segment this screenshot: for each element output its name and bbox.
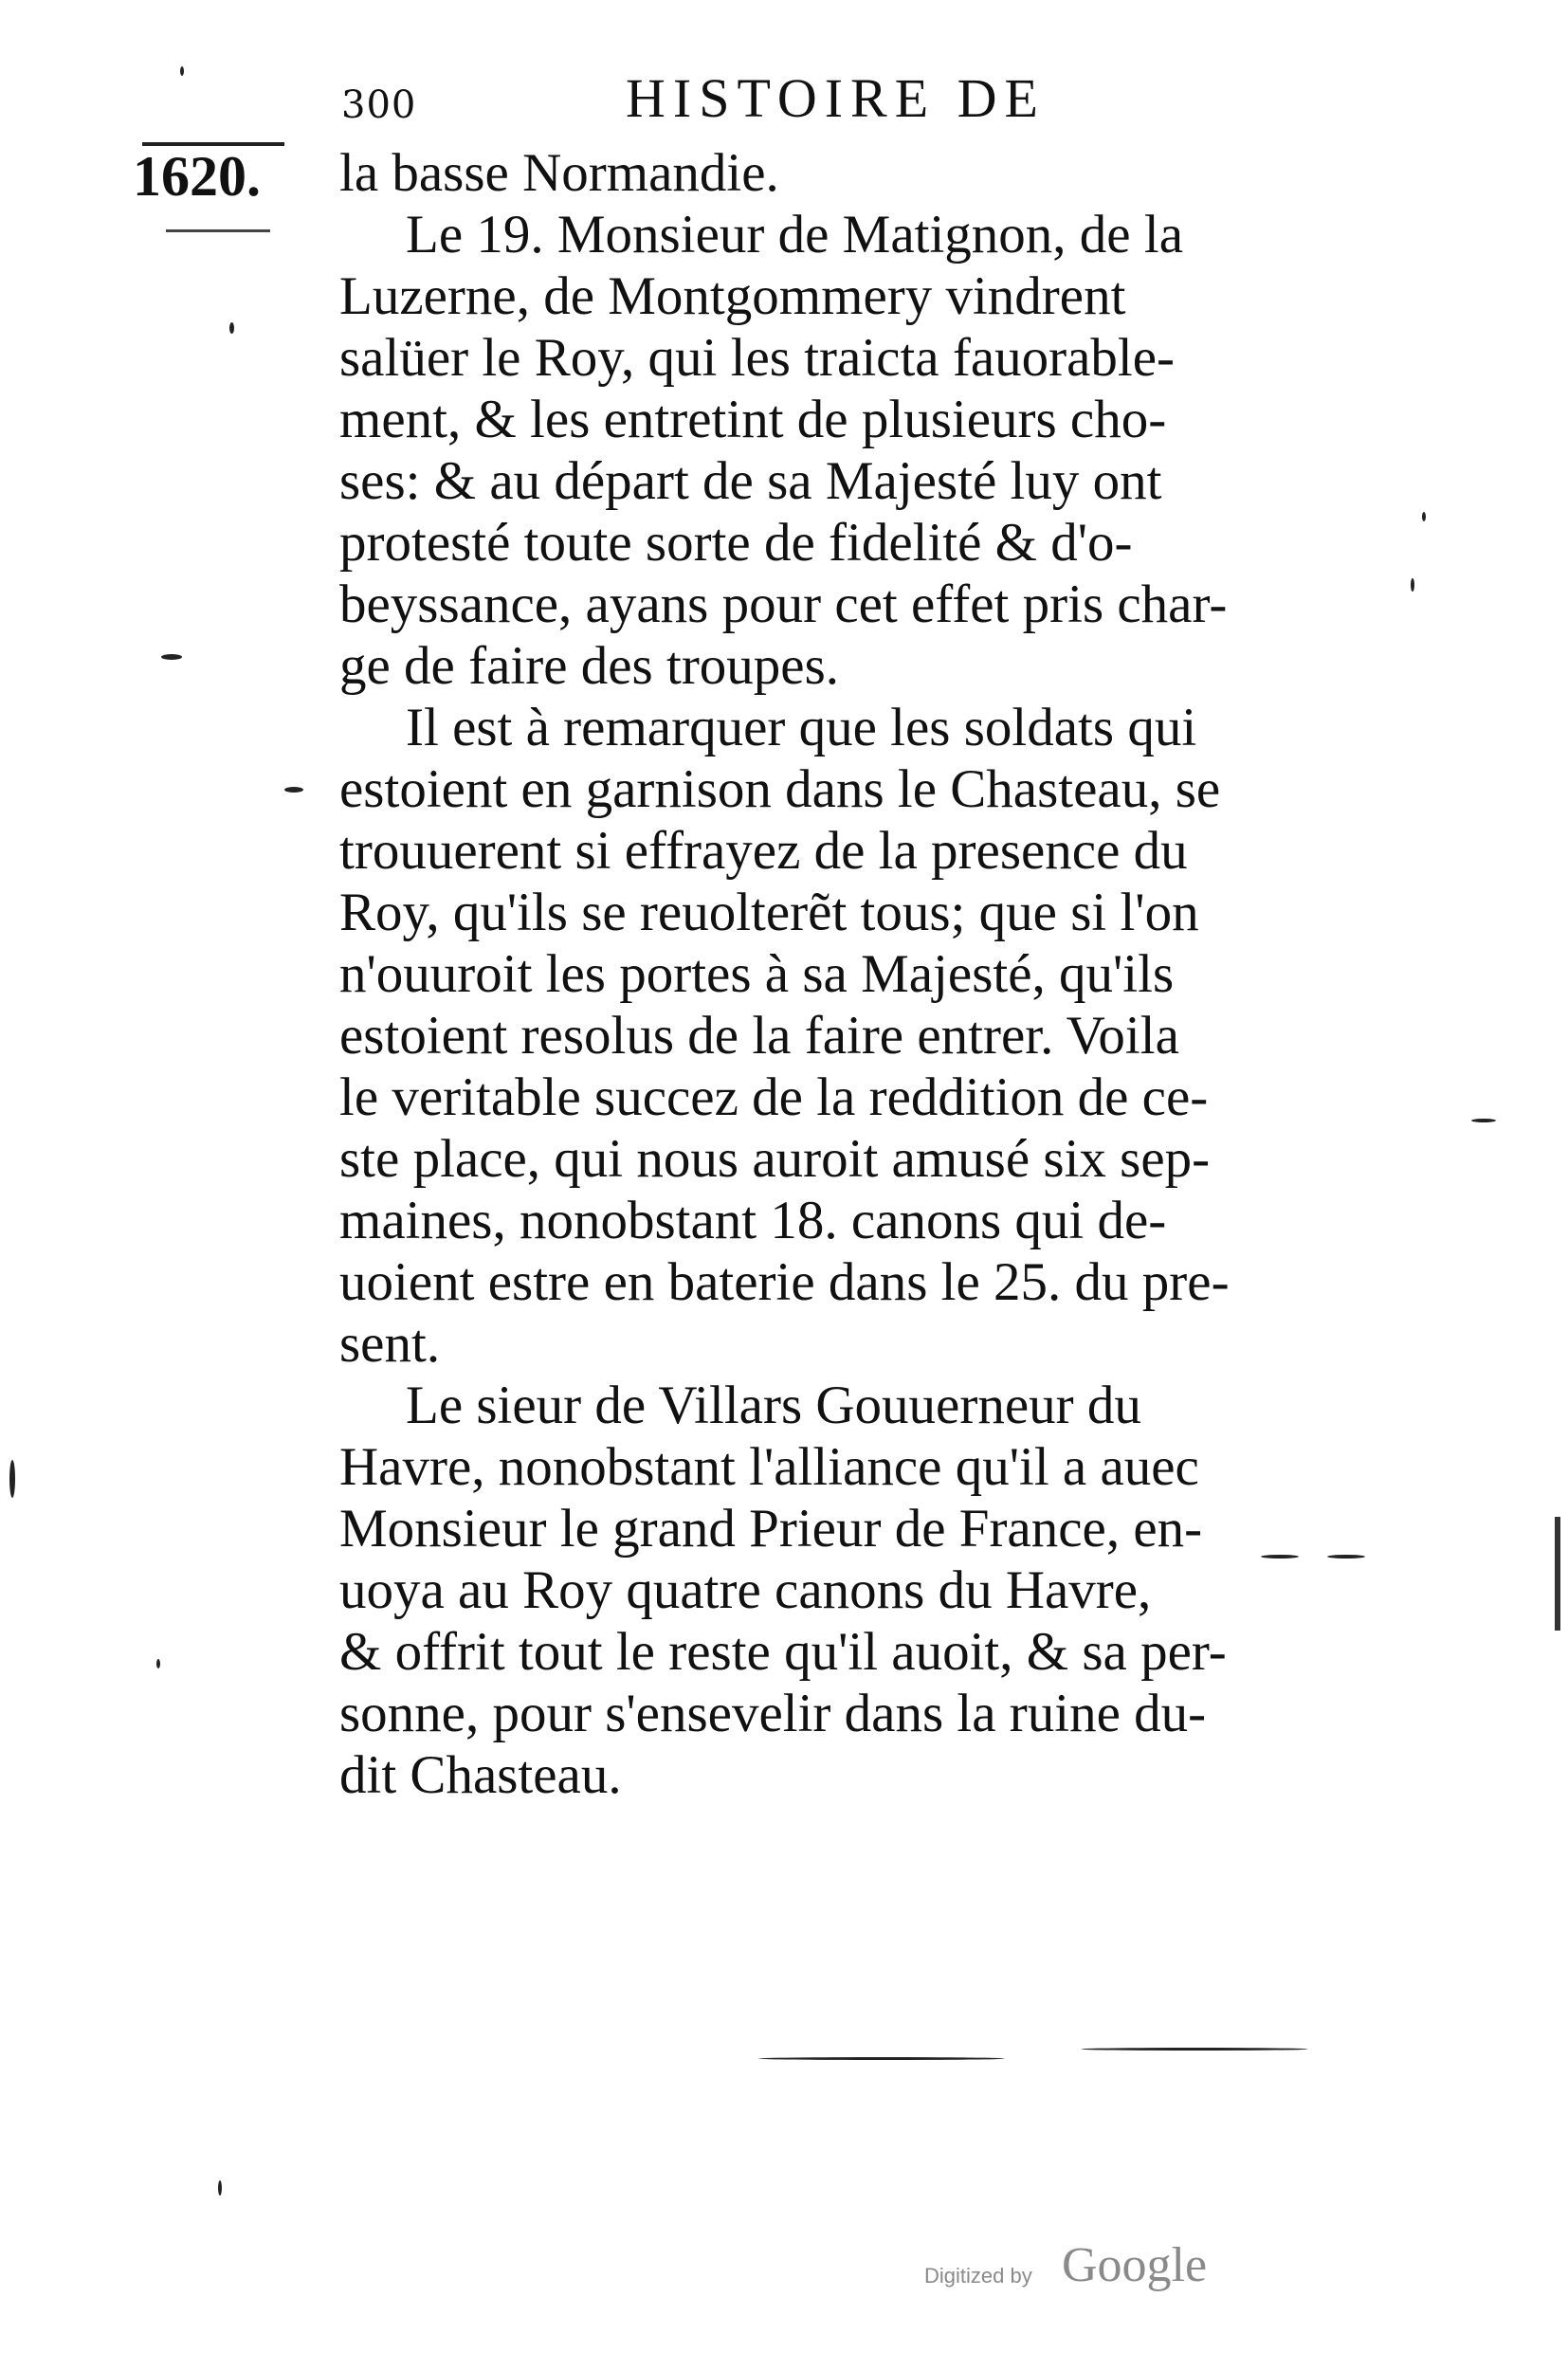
scan-speck bbox=[1422, 512, 1426, 521]
text-line: uoya au Roy quatre canons du Havre, bbox=[339, 1560, 1152, 1620]
scan-speck bbox=[758, 2057, 1005, 2060]
text-line: sent. bbox=[339, 1314, 441, 1374]
text-line: Le sieur de Villars Gouuerneur du bbox=[406, 1376, 1141, 1435]
scan-speck bbox=[284, 787, 303, 793]
text-line: Monsieur le grand Prieur de France, en- bbox=[339, 1499, 1203, 1559]
text-line: trouuerent si effrayez de la presence du bbox=[339, 821, 1188, 881]
text-line: estoient resolus de la faire entrer. Voila bbox=[339, 1006, 1179, 1066]
text-line: ste place, qui nous auroit amusé six sep- bbox=[339, 1129, 1211, 1189]
text-line: Luzerne, de Montgommery vindrent bbox=[339, 266, 1126, 326]
digitized-by-label: Digitized by bbox=[924, 2264, 1032, 2288]
text-line: le veritable succez de la reddition de ce- bbox=[339, 1067, 1209, 1127]
text-line: & offrit tout le reste qu'il auoit, & sa per- bbox=[339, 1622, 1227, 1682]
scan-speck bbox=[180, 66, 184, 76]
google-logo: Google bbox=[1062, 2238, 1208, 2292]
scan-speck bbox=[1081, 2048, 1308, 2051]
text-line: protesté toute sorte de fidelité & d'o- bbox=[339, 513, 1133, 573]
scan-speck bbox=[1261, 1555, 1299, 1559]
text-line: ses: & au départ de sa Majesté luy ont bbox=[339, 451, 1162, 511]
text-line: Il est à remarquer que les soldats qui bbox=[406, 698, 1197, 757]
text-line: maines, nonobstant 18. canons qui de- bbox=[339, 1191, 1167, 1250]
scan-speck bbox=[229, 322, 234, 334]
body-text bbox=[339, 142, 1411, 1806]
margin-rule-lower bbox=[166, 229, 270, 232]
text-line: ge de faire des troupes. bbox=[339, 636, 840, 696]
page-edge-mark bbox=[1555, 1517, 1560, 1631]
text-line: ment, & les entretint de plusieurs cho- bbox=[339, 390, 1167, 449]
text-line: la basse Normandie. bbox=[339, 143, 779, 203]
scan-speck bbox=[1411, 578, 1414, 592]
scan-speck bbox=[156, 1659, 160, 1668]
digitization-watermark bbox=[924, 2237, 1266, 2304]
text-line: n'ouuroit les portes à sa Majesté, qu'ils bbox=[339, 944, 1175, 1004]
scan-speck bbox=[218, 2180, 222, 2196]
text-line: Le 19. Monsieur de Matignon, de la bbox=[406, 205, 1183, 264]
text-line: uoient estre en baterie dans le 25. du pre- bbox=[339, 1252, 1230, 1312]
page-header bbox=[341, 66, 1194, 142]
text-line: beyssance, ayans pour cet effet pris char- bbox=[339, 574, 1228, 634]
scan-speck bbox=[9, 1460, 15, 1498]
scan-speck bbox=[1471, 1119, 1496, 1122]
running-title: HISTOIRE DE bbox=[626, 67, 1046, 129]
text-line: estoient en garnison dans le Chasteau, se bbox=[339, 759, 1221, 819]
scan-speck bbox=[161, 654, 182, 660]
text-line: salüer le Roy, qui les traicta fauorable- bbox=[339, 328, 1176, 388]
scan-speck bbox=[1327, 1555, 1365, 1559]
text-line: sonne, pour s'ensevelir dans la ruine du- bbox=[339, 1684, 1207, 1743]
text-line: dit Chasteau. bbox=[339, 1745, 622, 1805]
page-number: 300 bbox=[341, 83, 417, 127]
margin-year-note: 1620. bbox=[133, 145, 261, 208]
text-line: Roy, qu'ils se reuolterẽt tous; que si l'on bbox=[339, 883, 1199, 942]
text-line: Havre, nonobstant l'alliance qu'il a auec bbox=[339, 1437, 1199, 1497]
